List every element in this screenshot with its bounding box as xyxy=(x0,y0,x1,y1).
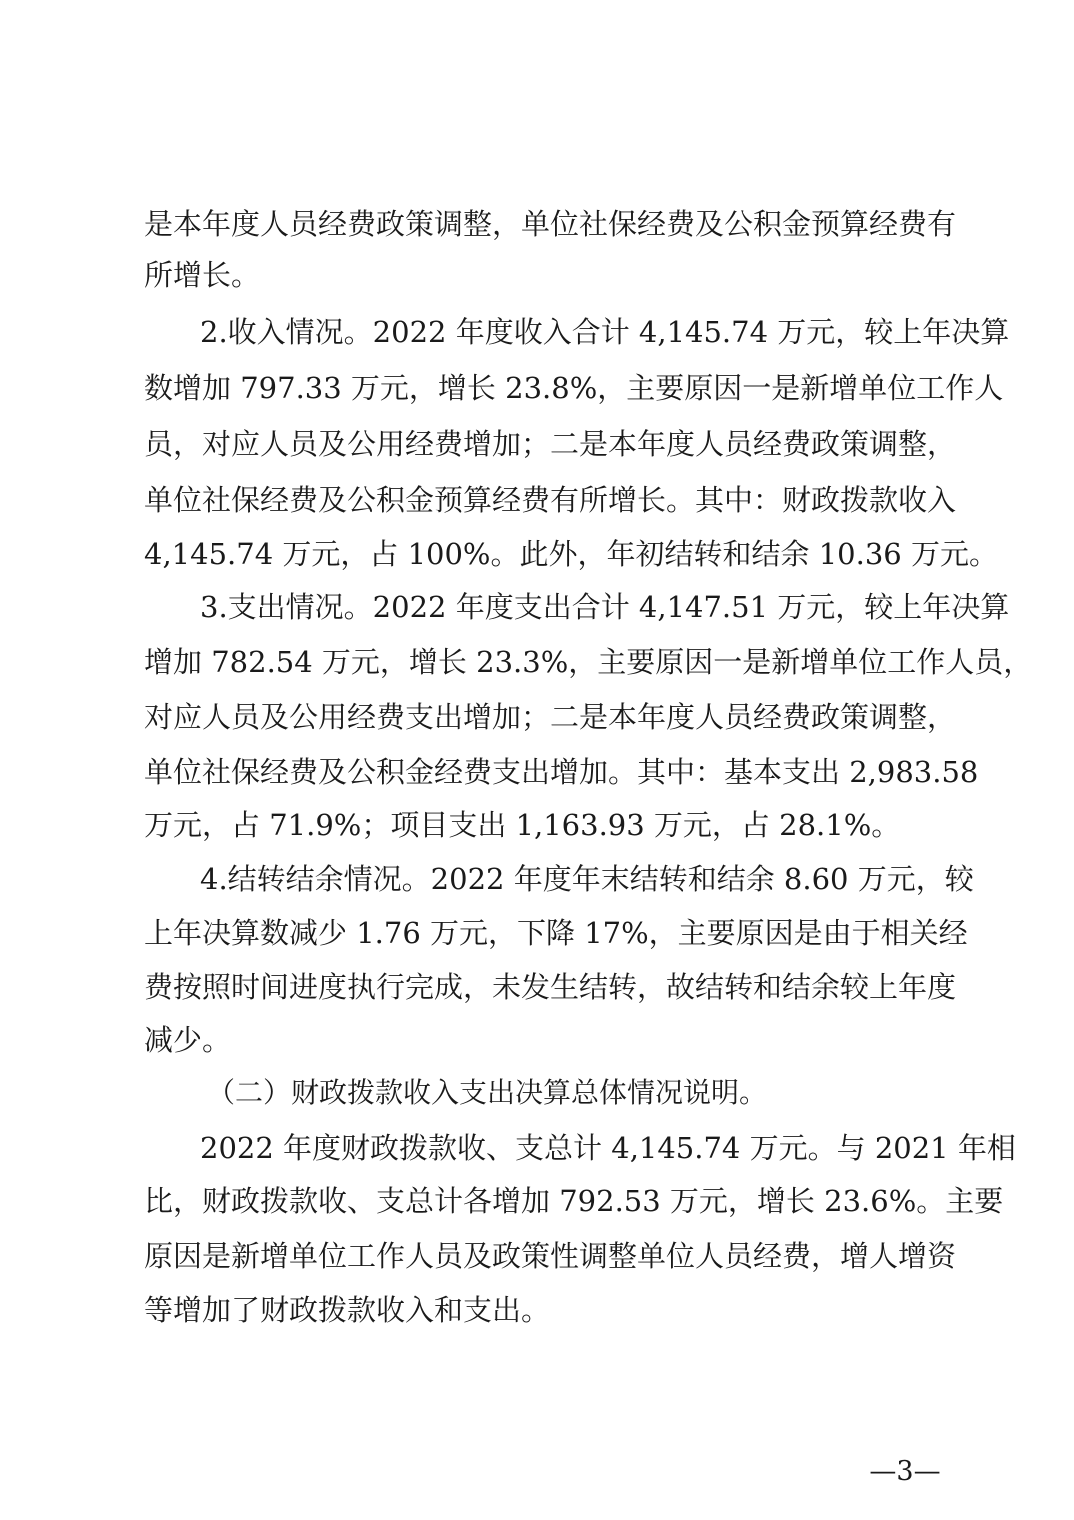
text-line: 上年决算数减少 1.76 万元，下降 17%，主要原因是由于相关经 xyxy=(144,916,968,950)
text-line: 员，对应人员及公用经费增加；二是本年度人员经费政策调整， xyxy=(144,427,957,461)
text-line: 原因是新增单位工作人员及政策性调整单位人员经费，增人增资 xyxy=(144,1239,957,1273)
text-line: 4,145.74 万元，占 100%。此外，年初结转和结余 10.36 万元。 xyxy=(144,537,998,571)
paragraph-start-fiscal: 2022 年度财政拨款收、支总计 4,145.74 万元。与 2021 年相 xyxy=(200,1131,1016,1165)
text-line: 万元，占 71.9%；项目支出 1,163.93 万元，占 28.1%。 xyxy=(144,808,901,842)
text-line: 所增长。 xyxy=(144,258,261,292)
text-line: 费按照时间进度执行完成，未发生结转，故结转和结余较上年度 xyxy=(144,970,957,1004)
text-line: 单位社保经费及公积金经费支出增加。其中：基本支出 2,983.58 xyxy=(144,755,979,789)
text-line: 数增加 797.33 万元，增长 23.8%，主要原因一是新增单位工作人 xyxy=(144,371,1004,405)
text-line: 等增加了财政拨款收入和支出。 xyxy=(144,1293,551,1327)
page-number: —3— xyxy=(869,1456,941,1487)
text-line: 单位社保经费及公积金预算经费有所增长。其中：财政拨款收入 xyxy=(144,483,957,517)
text-line: 增加 782.54 万元，增长 23.3%，主要原因一是新增单位工作人员， xyxy=(144,645,1033,679)
text-line: 比，财政拨款收、支总计各增加 792.53 万元，增长 23.6%。主要 xyxy=(144,1184,1004,1218)
text-line: 减少。 xyxy=(144,1023,232,1057)
text-line: 对应人员及公用经费支出增加；二是本年度人员经费政策调整， xyxy=(144,700,957,734)
paragraph-start-income: 2.收入情况。2022 年度收入合计 4,145.74 万元，较上年决算 xyxy=(200,315,1010,349)
paragraph-start-expenditure: 3.支出情况。2022 年度支出合计 4,147.51 万元，较上年决算 xyxy=(200,590,1010,624)
section-heading: （二）财政拨款收入支出决算总体情况说明。 xyxy=(207,1076,768,1109)
text-line: 是本年度人员经费政策调整，单位社保经费及公积金预算经费有 xyxy=(144,207,957,241)
paragraph-start-carryover: 4.结转结余情况。2022 年度年末结转和结余 8.60 万元，较 xyxy=(200,862,974,896)
